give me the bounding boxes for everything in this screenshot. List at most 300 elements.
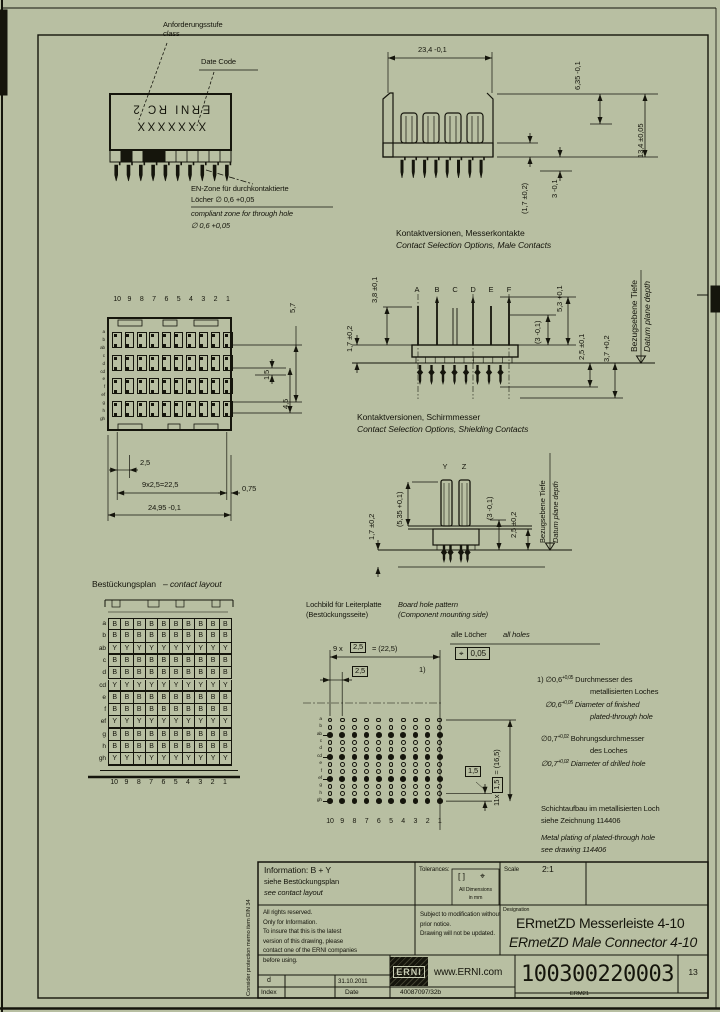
shield-hole [388, 754, 394, 760]
version-letter-y: Y [442, 462, 448, 471]
layout-cell: B [169, 704, 181, 715]
layout-cell: B [157, 692, 169, 703]
front-col-number: 6 [164, 296, 169, 303]
front-contact-cell [211, 378, 221, 394]
layout-cell: B [206, 667, 218, 678]
layout-cell: B [157, 630, 169, 641]
front-contact-cell [162, 355, 172, 371]
marking-line1: XXXXXXX [134, 119, 207, 132]
note3-de-line1: Schichtaufbau im metallisierten Loch [541, 804, 660, 813]
version-letter-a: A [414, 285, 420, 294]
shield-hole [376, 776, 382, 782]
layout-cell: B [194, 704, 206, 715]
layout-cell: B [120, 655, 132, 666]
layout-col-number: 9 [124, 779, 129, 786]
layout-cell: B [108, 741, 120, 752]
layout-row-label: e [102, 693, 106, 701]
hole-dim-pre: 9 x [333, 644, 343, 653]
front-contact-cell [149, 332, 159, 348]
front-contact-cell [125, 401, 135, 417]
layout-cell: B [206, 655, 218, 666]
front-row-label: ab [100, 344, 105, 350]
all-holes-en: all holes [503, 630, 530, 639]
layout-cell: B [169, 692, 181, 703]
layout-cell: Y [206, 716, 218, 726]
layout-cell: B [120, 729, 132, 740]
layout-cell: B [120, 704, 132, 715]
class-label-de: Anforderungsstufe [163, 20, 223, 29]
signal-hole [401, 740, 406, 745]
layout-row [108, 630, 232, 642]
signal-hole [389, 740, 394, 745]
front-contact-cell [149, 378, 159, 394]
hole-row-label: b [319, 724, 322, 730]
front-contact-cell [162, 378, 172, 394]
holes-col-number: 6 [376, 818, 381, 825]
website-text: www.ERNI.com [434, 967, 503, 978]
shield-hole [425, 776, 431, 782]
dim-shield-4: 2,5 ±0,2 [509, 511, 518, 538]
dim-shield-3: (3 -0,1) [485, 496, 494, 520]
press-fit-pin [458, 545, 464, 563]
footer-code: ERM21 [570, 991, 589, 997]
layout-cell: B [182, 619, 194, 629]
version-letter-c: C [452, 285, 458, 294]
layout-cell: B [219, 667, 231, 678]
layout-col-number: 1 [222, 779, 227, 786]
shield-hole [376, 798, 382, 804]
layout-cell: Y [120, 680, 132, 690]
front-contact-cell [125, 355, 135, 371]
shield-hole [388, 732, 394, 738]
layout-cell: B [194, 630, 206, 641]
rights-line4: version of this drawing, please [263, 937, 344, 945]
layout-cell: B [145, 655, 157, 666]
layout-col-number: 5 [173, 779, 178, 786]
press-fit-pin [440, 365, 446, 385]
note3-en-line2: see drawing 114406 [541, 845, 607, 854]
front-col-number: 4 [189, 296, 193, 303]
note2-en-line1: $\emptyset 0,7^{+0,02}$ Diameter of drilled hole [541, 759, 646, 768]
layout-cell: B [120, 667, 132, 678]
layout-cell: B [169, 729, 181, 740]
hole-row-label: g [319, 783, 322, 789]
hole-row-label: f [320, 768, 322, 774]
signal-hole [401, 784, 406, 789]
layout-cell: B [194, 667, 206, 678]
layout-cell: B [157, 704, 169, 715]
layout-cell: B [219, 692, 231, 703]
signal-hole [413, 725, 418, 730]
layout-cell: B [133, 729, 145, 740]
layout-cell: B [219, 741, 231, 752]
info-line3: see contact layout [264, 888, 323, 897]
solder-pin [466, 157, 473, 178]
caption-shield-de: Kontaktversionen, Schirmmesser [357, 412, 481, 422]
signal-hole [340, 718, 345, 723]
press-fit-pin [447, 545, 453, 563]
rights-line6: before using. [263, 956, 298, 964]
solder-pin [174, 162, 182, 181]
date-value: 31.10.2011 [338, 977, 368, 985]
layout-cell: B [108, 704, 120, 715]
front-row-label: d [102, 360, 105, 366]
layout-col-number: 6 [161, 779, 166, 786]
position-tolerance-frame [455, 647, 490, 660]
front-contact-cell [162, 332, 172, 348]
dim-male-r1: 5,3 +0,1 [555, 285, 564, 312]
front-contact-cell [223, 401, 233, 417]
solder-pin [444, 157, 451, 178]
layout-row-label: g [102, 730, 106, 738]
all-holes-de: alle Löcher [451, 630, 487, 639]
hole-title-de2: (Bestückungsseite) [306, 610, 368, 619]
shield-hole [437, 754, 443, 760]
designation-de: ERmetZD Messerleiste 4-10 [516, 915, 685, 931]
hole-pitch-box: 2,5 [352, 666, 368, 677]
layout-cell: B [108, 619, 120, 629]
hole-row-label: d [319, 746, 322, 752]
layout-cell: B [157, 655, 169, 666]
front-contact-cell [112, 355, 122, 371]
signal-hole [413, 762, 418, 767]
front-contact-cell [186, 401, 196, 417]
layout-cell: Y [169, 716, 181, 726]
front-row-label: g [102, 400, 105, 406]
version-letter-d: D [470, 285, 476, 294]
front-row-label: cd [100, 368, 105, 374]
note3-en-line1: Metal plating of plated-through hole [541, 833, 655, 842]
doc-code: 40087097/32b [400, 988, 441, 996]
front-col-number: 2 [213, 296, 218, 303]
dim-male-r3: 2,5 ±0,1 [577, 333, 586, 360]
layout-cell: B [182, 692, 194, 703]
dimensions-note2: in mm [468, 895, 483, 901]
hole-row-label: e [319, 761, 322, 767]
version-letter-e: E [488, 285, 494, 294]
layout-cell: B [157, 619, 169, 629]
layout-cell: B [169, 619, 181, 629]
layout-cell: B [120, 741, 132, 752]
hole-row-label: a [319, 717, 322, 722]
signal-hole [413, 747, 418, 752]
layout-row-label: ab [98, 644, 106, 652]
layout-cell: B [120, 630, 132, 641]
dim-male-left-bot: 1,7 ±0,2 [345, 325, 354, 352]
layout-cell: B [194, 692, 206, 703]
index-value: d [267, 977, 271, 984]
signal-hole [364, 740, 369, 745]
layout-row-label: c [102, 656, 106, 664]
layout-cell: B [219, 655, 231, 666]
caption-male-en: Contact Selection Options, Male Contacts [396, 240, 552, 250]
layout-cell: B [194, 655, 206, 666]
front-contact-cell [223, 378, 233, 394]
layout-cell: B [133, 619, 145, 629]
layout-cell: B [219, 729, 231, 740]
shield-hole [352, 798, 358, 804]
front-contact-cell [186, 378, 196, 394]
part-number: 100300220003 [521, 962, 674, 987]
tolerance-bracket-symbol: [ ] [458, 871, 465, 881]
layout-col-number: 10 [110, 779, 118, 786]
solder-pin [399, 157, 406, 178]
datum-label-en: Datum plane depth [642, 281, 652, 352]
signal-hole [340, 740, 345, 745]
layout-cell: Y [157, 643, 169, 653]
layout-cell: B [108, 692, 120, 703]
front-contact-cell [149, 355, 159, 371]
layout-row-label: gh [98, 755, 106, 763]
dim-male-r4: 3,7 +0,2 [602, 335, 611, 362]
layout-row-label: f [104, 706, 106, 714]
layout-cell: Y [182, 753, 194, 763]
holes-col-number: 9 [340, 818, 345, 825]
signal-hole [364, 725, 369, 730]
front-contact-cell [125, 378, 135, 394]
shield-hole [339, 754, 345, 760]
press-fit-pin [486, 365, 492, 385]
designation-en: ERmetZD Male Connector 4-10 [509, 934, 697, 950]
signal-hole [401, 769, 406, 774]
layout-cell: B [206, 692, 218, 703]
en-zone-note-en2: ∅ 0,6 +0,05 [191, 221, 231, 230]
solder-pin [186, 162, 194, 181]
layout-cell: B [145, 619, 157, 629]
signal-hole [413, 784, 418, 789]
shield-hole [437, 732, 443, 738]
signal-hole [352, 791, 357, 796]
layout-cell: B [133, 630, 145, 641]
hole-title-de1: Lochbild für Leiterplatte [306, 600, 382, 609]
signal-hole [389, 725, 394, 730]
layout-cell: B [145, 704, 157, 715]
layout-cell: B [108, 729, 120, 740]
datum-label2-en: Datum plane depth [551, 481, 560, 543]
layout-cell: Y [219, 643, 231, 653]
layout-cell: Y [145, 643, 157, 653]
solder-pin [161, 162, 169, 181]
signal-hole [413, 769, 418, 774]
shield-hole [339, 732, 345, 738]
erni-logo: ERNI [390, 957, 428, 986]
datum-label2-de: Bezugsebene Tiefe [538, 480, 547, 543]
layout-cell: Y [194, 643, 206, 653]
layout-row [108, 655, 232, 667]
shield-hole [400, 798, 406, 804]
shield-hole [388, 798, 394, 804]
solder-pin [433, 157, 440, 178]
signal-hole [328, 784, 333, 789]
layout-cell: Y [145, 753, 157, 763]
layout-cell: Y [108, 680, 120, 690]
front-contact-cell [186, 355, 196, 371]
layout-row [108, 692, 232, 704]
layout-row [108, 729, 232, 741]
position-value: 0,05 [467, 648, 490, 659]
signal-hole [352, 769, 357, 774]
layout-cell: B [108, 630, 120, 641]
rights-line5: contact one of the ERNI companies [263, 947, 358, 954]
solder-pin [410, 157, 417, 178]
signal-hole [413, 791, 418, 796]
front-row-label: ef [101, 392, 105, 398]
designation-label: Designation [503, 907, 530, 913]
front-contact-cell [199, 355, 209, 371]
scale-value: 2:1 [542, 864, 554, 874]
press-fit-pin [441, 545, 447, 563]
holes-col-number: 4 [401, 818, 406, 825]
front-contact-cell [199, 401, 209, 417]
layout-cell: Y [182, 680, 194, 690]
signal-hole [364, 747, 369, 752]
info-line1: Information: B + Y [264, 865, 332, 875]
shield-hole [376, 732, 382, 738]
info-line2: siehe Bestückungsplan [264, 877, 340, 886]
layout-cell: Y [157, 716, 169, 726]
layout-row [108, 716, 232, 728]
note2-de-line2: des Loches [590, 746, 628, 755]
front-contact-cell [149, 401, 159, 417]
layout-cell: B [157, 729, 169, 740]
version-letter-z: Z [461, 462, 467, 471]
layout-cell: B [145, 630, 157, 641]
layout-cell: Y [219, 753, 231, 763]
datum-label-de: Bezugsebene Tiefe [629, 280, 639, 352]
front-contact-cell [211, 401, 221, 417]
shield-hole [437, 798, 443, 804]
layout-cell: Y [157, 753, 169, 763]
row-total-dim: 11x 1,5 = (16,5) [492, 749, 501, 806]
shield-hole [339, 776, 345, 782]
shield-hole [413, 776, 419, 782]
signal-hole [401, 762, 406, 767]
part-index: 13 [688, 967, 698, 977]
layout-cell: B [194, 619, 206, 629]
signal-hole [413, 740, 418, 745]
front-row-label: f [103, 384, 105, 390]
layout-cell: Y [108, 716, 120, 726]
shield-hole [339, 798, 345, 804]
layout-cell: B [145, 667, 157, 678]
layout-cell: Y [219, 680, 231, 690]
layout-col-number: 4 [186, 779, 190, 786]
version-letter-b: B [434, 285, 440, 294]
front-col-number: 10 [113, 296, 121, 303]
layout-cell: Y [206, 643, 218, 653]
signal-hole [352, 718, 357, 723]
rights-line1: All rights reserved. [263, 909, 313, 916]
layout-cell: Y [206, 753, 218, 763]
signal-hole [352, 740, 357, 745]
shield-hole [413, 732, 419, 738]
layout-cell: Y [120, 716, 132, 726]
note1-de-line2: metallisierten Loches [590, 687, 659, 696]
layout-cell: Y [120, 753, 132, 763]
layout-col-number: 7 [149, 779, 153, 786]
layout-cell: B [169, 630, 181, 641]
hole-row-label: ef [318, 775, 322, 781]
dim-front-edge: 0,75 [242, 484, 257, 493]
dim-width: 23,4 -0,1 [418, 45, 447, 54]
signal-hole [376, 740, 381, 745]
tolerance-position-icon: ⌖ [480, 871, 485, 881]
dim-height-2: 13,4 ±0,05 [636, 123, 645, 158]
shield-hole [327, 798, 333, 804]
holes-col-number: 8 [352, 818, 357, 825]
front-col-number: 3 [201, 296, 206, 303]
layout-row-label: d [102, 669, 106, 677]
signal-hole [425, 725, 430, 730]
dim-male-r2: (3 -0,1) [533, 320, 542, 344]
hole-row-label: cd [317, 753, 322, 759]
shield-hole [327, 776, 333, 782]
front-contact-cell [186, 332, 196, 348]
subject-line1: Subject to modification without [420, 911, 501, 918]
layout-cell: B [157, 741, 169, 752]
date-code-label: Date Code [201, 57, 236, 66]
hole-row-label: c [319, 739, 322, 745]
connector-marking [112, 99, 229, 134]
front-row-label: c [102, 352, 105, 358]
layout-cell: Y [133, 716, 145, 726]
holes-col-number: 3 [413, 818, 418, 825]
dim-front-low: 4,5 [281, 398, 290, 409]
signal-hole [328, 740, 333, 745]
front-contact-cell [112, 378, 122, 394]
layout-cell: B [145, 741, 157, 752]
note1-en-line1: $\emptyset 0,6^{+0,05}$ Diameter of finished [545, 700, 640, 709]
layout-row [108, 618, 232, 630]
front-row-label: a [102, 329, 105, 334]
layout-cell: B [182, 704, 194, 715]
front-contact-cell [125, 332, 135, 348]
layout-col-number: 2 [210, 779, 215, 786]
shield-hole [364, 754, 370, 760]
front-contact-cell [211, 332, 221, 348]
signal-hole [425, 747, 430, 752]
signal-hole [389, 784, 394, 789]
signal-hole [401, 725, 406, 730]
holes-col-number: 5 [389, 818, 393, 825]
layout-cell: Y [169, 753, 181, 763]
layout-cell: Y [182, 716, 194, 726]
layout-cell: B [145, 692, 157, 703]
holes-col-number: 7 [364, 818, 369, 825]
solder-pin [112, 162, 120, 181]
dim-shield-2: 1,7 ±0,2 [367, 513, 376, 540]
hole-title-en1: Board hole pattern [398, 600, 458, 609]
signal-hole [340, 784, 345, 789]
layout-cell: Y [206, 680, 218, 690]
layout-cell: B [133, 655, 145, 666]
signal-hole [352, 784, 357, 789]
signal-hole [376, 725, 381, 730]
signal-hole [437, 740, 442, 745]
front-contact-cell [137, 355, 147, 371]
layout-cell: Y [108, 753, 120, 763]
date-label: Date [345, 988, 359, 996]
solder-pin [478, 157, 485, 178]
front-contact-cell [211, 355, 221, 371]
shield-hole [425, 754, 431, 760]
signal-hole [352, 725, 357, 730]
shield-hole [364, 776, 370, 782]
holes-col-number: 1 [437, 818, 442, 825]
holes-col-number: 10 [326, 818, 334, 825]
signal-hole [437, 784, 442, 789]
note3-de-line2: siehe Zeichnung 114406 [541, 816, 621, 825]
